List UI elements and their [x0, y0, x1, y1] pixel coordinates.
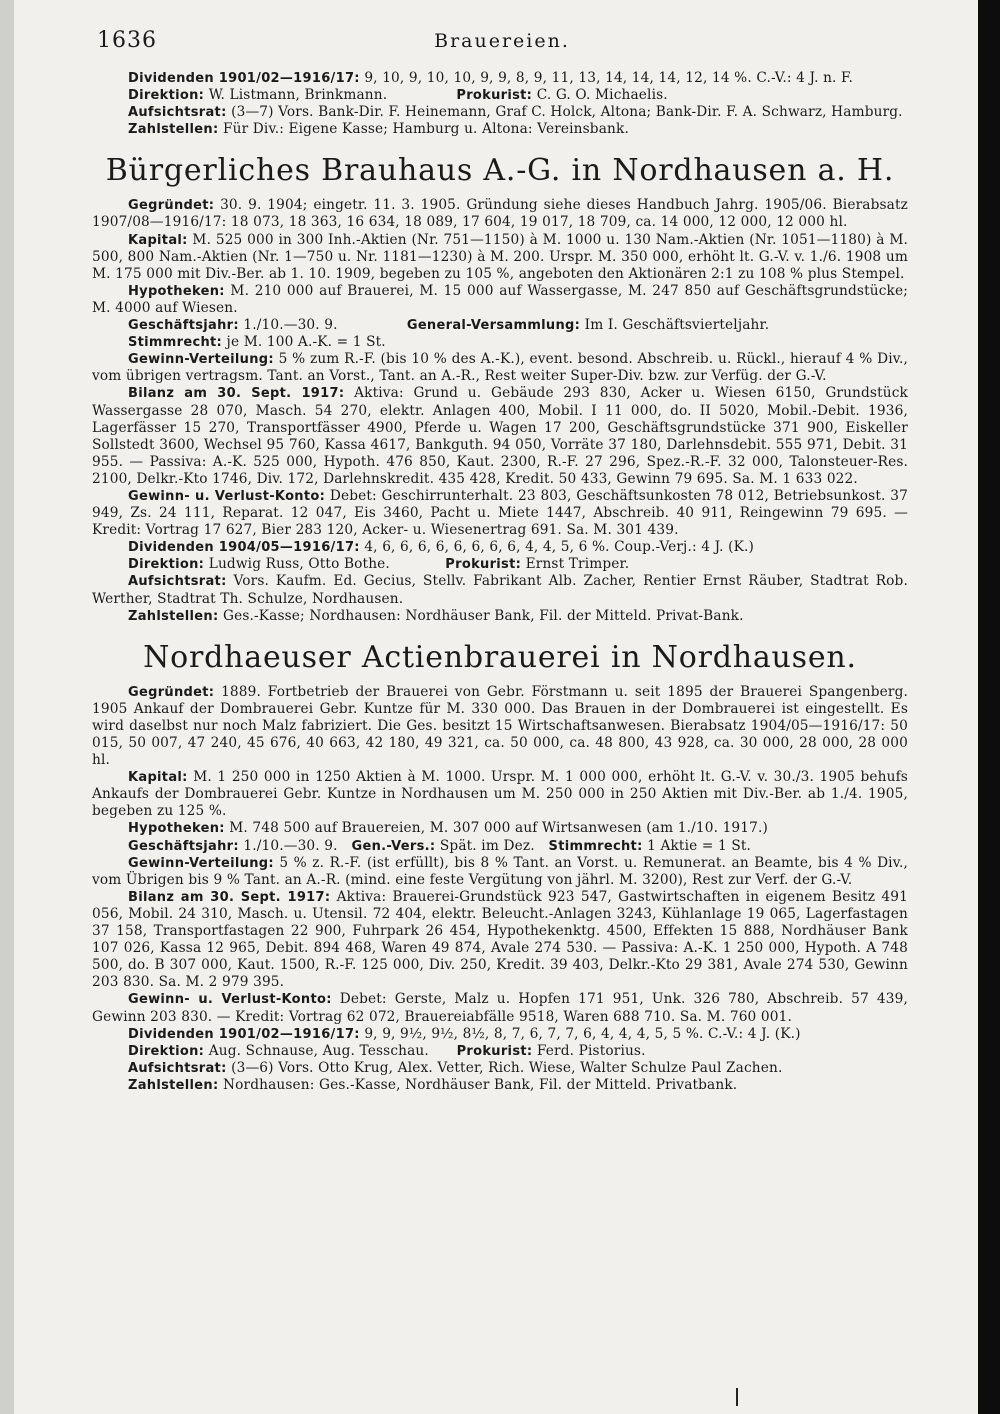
c2-gewinn-verteilung: Gewinn-Verteilung: 5 % z. R.-F. (ist erfüllt), bis 8 % Tant. an Vorst. u. Remunerat. an Beamte, bis 4 % Div., vom Übrigen bis 9 % Tant. an A.-R. (mind. eine feste Vergütung von jährl. M. 3200), Rest zur Verf. der G.-V. [92, 854, 908, 888]
c1-aufsichtsrat: Aufsichtsrat: Vors. Kaufm. Ed. Gecius, Stellv. Fabrikant Alb. Zacher, Rentier Ernst Räuber, Stadtrat Rob. Werther, Stadtrat Th. Schulze, Nordhausen. [92, 573, 908, 607]
company-title-nordhaeuser-actienbrauerei: Nordhaeuser Actienbrauerei in Nordhausen. [143, 639, 857, 675]
c2-gegruendet: Gegründet: 1889. Fortbetrieb der Brauerei von Gebr. Förstmann u. seit 1895 der Brauerei Spangenberg. 1905 Ankauf der Dombrauerei Gebr. Kuntze für M. 330 000. Das Brauen in der Dombrauerei ist eingestellt. Es wird daselbst nur noch Malz fabriziert. Die Ges. besitzt 15 Wirtschaftsanwesen. Bierabsatz 1904/05—1916/17: 50 015, 50 007, 47 240, 45 676, 40 663, 42 180, 49 321, ca. 50 000, ca. 48 800, 43 928, ca. 30 000, 28 000, 28 000 hl. [92, 683, 908, 769]
scan-left-edge [0, 0, 14, 1414]
c2-bilanz: Bilanz am 30. Sept. 1917: Aktiva: Brauerei-Grundstück 923 547, Gastwirtschaften in eigenem Besitz 491 056, Mobil. 24 310, Masch. u. Utensil. 72 404, elektr. Beleucht.-Anlagen 3243, Kühlanlage 19 065, Lagerfastagen 37 158, Transportfastagen 22 900, Fuhrpark 26 454, Hypothekenktg. 4500, Effekten 15 888, Nordhäuser Bank 107 026, Kassa 12 965, Debit. 894 468, Waren 49 874, Avale 274 530. — Passiva: A.-K. 1 250 000, Hypoth. A 748 500, do. B 307 000, Kaut. 1500, R.-F. 125 000, Div. 250, Kredit. 39 403, Delkr.-Kto 29 381, Avale 274 530, Gewinn 203 830. Sa. M. 2 979 395. [92, 888, 908, 991]
scan-right-edge [978, 0, 1000, 1414]
c1-geschaeftsjahr: Geschäftsjahr: 1./10.—30. 9. General-Versammlung: Im I. Geschäftsvierteljahr. [128, 317, 770, 334]
c2-kapital: Kapital: M. 1 250 000 in 1250 Aktien à M. 1000. Urspr. M. 1 000 000, erhöht lt. G.-V. v. 30./3. 1905 behufs Ankaufs der Dombrauerei Gebr. Kuntze in Nordhausen um M. 250 000 in 250 Aktien mit Div.-Ber. ab 1./4. 1905, begeben zu 125 %. [92, 769, 908, 820]
c2-hypotheken: Hypotheken: M. 748 500 auf Brauereien, M. 307 000 auf Wirtsanwesen (am 1./10. 1917.) [128, 820, 769, 837]
c2-dividenden: Dividenden 1901/02—1916/17: 9, 9, 9½, 9½, 8½, 8, 7, 6, 7, 7, 6, 4, 4, 4, 5, 5 %. C.-V.: 4 J. (K.) [128, 1025, 801, 1042]
prev-zahlstellen: Zahlstellen: Für Div.: Eigene Kasse; Hamburg u. Altona: Vereinsbank. [128, 121, 629, 138]
c2-direktion: Direktion: Aug. Schnause, Aug. Tesschau. Prokurist: Ferd. Pistorius. [128, 1042, 646, 1059]
c2-zahlstellen: Zahlstellen: Nordhausen: Ges.-Kasse, Nordhäuser Bank, Fil. der Mitteld. Privatbank. [128, 1076, 738, 1093]
c1-hypotheken: Hypotheken: M. 210 000 auf Brauerei, M. 15 000 auf Wassergasse, M. 247 850 auf Geschäftsgrundstücke; M. 4000 auf Wiesen. [92, 282, 908, 316]
c1-gewinn-verteilung: Gewinn-Verteilung: 5 % zum R.-F. (bis 10 % des A.-K.), event. besond. Abschreib. u. Rückl., hierauf 4 % Div., vom übrigen vertragsm. Tant. an Vorst., Tant. an A.-R., Rest weiter Super-Div. bzw. zur Verfüg. der G.-V. [92, 351, 908, 385]
page-header [97, 28, 907, 58]
prev-dividends: Dividenden 1901/02—1916/17: 9, 10, 9, 10, 10, 9, 9, 8, 9, 11, 13, 14, 14, 14, 12, 14 %. C.-V.: 4 J. n. F. [128, 70, 854, 86]
company-title-buergerliches-brauhaus: Bürgerliches Brauhaus A.-G. in Nordhausen a. H. [105, 153, 895, 189]
c1-direktion: Direktion: Ludwig Russ, Otto Bothe. Prokurist: Ernst Trimper. [128, 556, 630, 573]
c1-stimmrecht: Stimmrecht: je M. 100 A.-K. = 1 St. [128, 334, 386, 351]
running-head: Brauereien. [434, 30, 570, 52]
print-mark [736, 1388, 738, 1406]
c2-gewinn-verlust: Gewinn- u. Verlust-Konto: Debet: Gerste, Malz u. Hopfen 171 951, Unk. 326 780, Abschreib. 57 439, Gewinn 203 830. — Kredit: Vortrag 62 072, Brauereiabfälle 9518, Waren 688 710. Sa. M. 760 001. [92, 991, 908, 1025]
page-number: 1636 [97, 28, 157, 53]
c2-aufsichtsrat: Aufsichtsrat: (3—6) Vors. Otto Krug, Alex. Vetter, Rich. Wiese, Walter Schulze Paul Zachen. [128, 1059, 783, 1076]
c1-gewinn-verlust: Gewinn- u. Verlust-Konto: Debet: Geschirrunterhalt. 23 803, Geschäftsunkosten 78 012, Betriebsunkost. 37 949, Zs. 24 111, Reparat. 12 047, Eis 3460, Pacht u. Miete 1447, Abschreib. 40 911, Reingewinn 79 695. — Kredit: Vortrag 17 627, Bier 283 120, Acker- u. Wiesenertrag 691. Sa. M. 301 439. [92, 487, 908, 539]
prev-direktion: Direktion: W. Listmann, Brinkmann. Prokurist: C. G. O. Michaelis. [128, 87, 668, 104]
c1-zahlstellen: Zahlstellen: Ges.-Kasse; Nordhausen: Nordhäuser Bank, Fil. der Mitteld. Privat-Bank. [128, 607, 744, 624]
c1-bilanz: Bilanz am 30. Sept. 1917: Aktiva: Grund u. Gebäude 293 830, Acker u. Wiesen 6150, Grundstück Wassergasse 28 070, Masch. 54 270, elektr. Anlagen 400, Mobil. I 11 000, do. II 5020, Mobil.-Debit. 1936, Lagerfässer 15 270, Transportfässer 4900, Pferde u. Wagen 17 200, Geschäftsgrundstücke 371 900, Eiskeller Sollstedt 3600, Wechsel 95 760, Kassa 4617, Bankguth. 94 050, Vorräte 37 180, Darlehnsdebit. 555 971, Debit. 31 955. — Passiva: A.-K. 525 000, Hypoth. 476 850, Kaut. 2300, R.-F. 27 296, Spez.-R.-F. 32 000, Talonsteuer-Res. 2100, Delkr.-Kto 1746, Div. 172, Darlehnskredit. 435 428, Kredit. 50 433, Gewinn 79 695. Sa. M. 1 633 022. [92, 385, 908, 487]
c1-gegruendet: Gegründet: 30. 9. 1904; eingetr. 11. 3. 1905. Gründung siehe dieses Handbuch Jahrg. 1905/06. Bierabsatz 1907/08—1916/17: 18 073, 18 363, 16 634, 18 089, 17 604, 19 017, 18 709, ca. 14 000, 12 000, 12 000 hl. [92, 197, 908, 231]
c1-dividenden: Dividenden 1904/05—1916/17: 4, 6, 6, 6, 6, 6, 6, 6, 6, 4, 4, 5, 6 %. Coup.-Verj.: 4 J. (K.) [128, 539, 755, 556]
prev-aufsichtsrat: Aufsichtsrat: (3—7) Vors. Bank-Dir. F. Heinemann, Graf C. Holck, Altona; Bank-Dir. F. A. Schwarz, Hamburg. [128, 104, 903, 121]
c2-geschaeftsjahr: Geschäftsjahr: 1./10.—30. 9. Gen.-Vers.: Spät. im Dez. Stimmrecht: 1 Aktie = 1 St. [128, 837, 752, 854]
page-content [92, 70, 908, 1094]
c1-kapital: Kapital: M. 525 000 in 300 Inh.-Aktien (Nr. 751—1150) à M. 1000 u. 130 Nam.-Aktien (Nr. 1051—1180) à M. 500, 800 Nam.-Aktien (Nr. 1—750 u. Nr. 1181—1230) à M. 200. Urspr. M. 350 000, erhöht lt. G.-V. v. 1./6. 1908 um M. 175 000 mit Div.-Ber. ab 1. 10. 1909, begeben zu 105 %, angeboten den Aktionären 2:1 zu 108 % plus Stempel. [92, 231, 908, 282]
